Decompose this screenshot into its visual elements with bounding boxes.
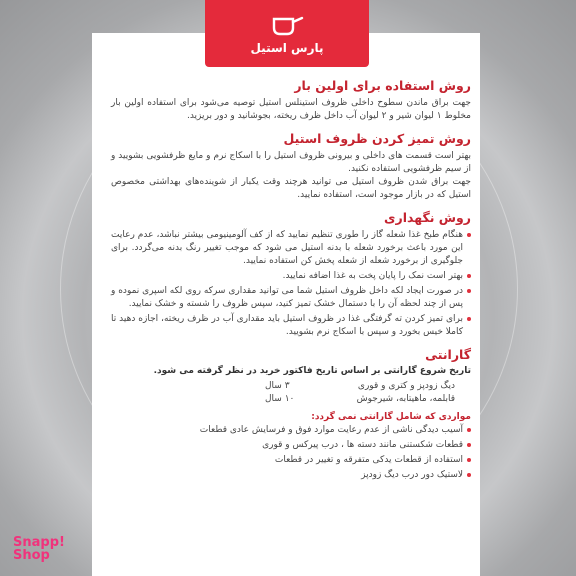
warranty-duration: ۳ سال	[265, 381, 290, 391]
watermark-line: Shop	[13, 548, 50, 563]
snapp-shop-watermark	[13, 536, 65, 562]
first-use-section	[111, 78, 471, 123]
section-paragraph: جهت براق ماندن سطوح داخلی ظروف استینلس استیل توصیه می‌شود برای استفاده اولین بار مخلوط ۱ لیوان شیر و ۲ لیوان آب داخل ظرف ریخته، بجوشانید و دور بریزید.	[111, 98, 471, 121]
section-paragraph: جهت براق شدن ظروف استیل می توانید هرچند وقت یکبار از شوینده‌های بهداشتی مخصوص استیل که در بازار موجود است، استفاده نمایید.	[111, 177, 471, 200]
maintenance-bullet: بهتر است نمک را پایان پخت به غذا اضافه نمایید.	[111, 270, 471, 283]
exclusion-bullet: لاستیک دور درب دیگ زودپز	[111, 469, 471, 482]
maintenance-section	[111, 210, 471, 339]
brand-name: پارس استیل	[250, 41, 324, 55]
warranty-product: دیگ زودپز و کتری و قوری	[357, 381, 455, 391]
section-title: روش استفاده برای اولین بار	[294, 78, 471, 93]
cleaning-section	[111, 131, 471, 202]
warranty-product: قابلمه، ماهیتابه، شیرجوش	[356, 394, 455, 404]
section-title: روش تمیز کردن ظروف استیل	[283, 131, 471, 146]
exclusions-title: مواردی که شامل گارانتی نمی گردد:	[311, 412, 471, 422]
warranty-table	[265, 380, 455, 406]
watermark-line: Snapp!	[13, 535, 65, 550]
exclusion-bullet: استفاده از قطعات یدکی متفرقه و تغییر در قطعات	[111, 454, 471, 467]
exclusion-bullet: قطعات شکستنی مانند دسته ها ، درب پیرکس و قوری	[111, 439, 471, 452]
warranty-section	[111, 347, 471, 482]
warranty-intro: تاریخ شروع گارانتی بر اساس تاریخ فاکتور خرید در نظر گرفته می شود.	[153, 366, 471, 376]
section-title: روش نگهداری	[384, 210, 471, 225]
brand-logo	[205, 0, 369, 67]
warranty-duration: ۱۰ سال	[265, 394, 295, 404]
section-title: گارانتی	[425, 347, 471, 362]
pot-icon	[269, 14, 305, 38]
section-paragraph: بهتر است قسمت های داخلی و بیرونی ظروف استیل را با اسکاج نرم و مایع ظرفشویی بشویید و از سیم ظرفشویی استفاده نکنید.	[111, 151, 471, 174]
exclusion-bullet: آسیب دیدگی ناشی از عدم رعایت موارد فوق و فرسایش عادی قطعات	[111, 424, 471, 437]
maintenance-bullet: برای تمیز کردن ته گرفتگی غذا در ظروف استیل باید مقداری آب در ظرف ریخته، اجازه دهید تا کاملا خیس بخورد و سپس با اسکاج نرم بشویید.	[111, 313, 471, 339]
warranty-row	[265, 380, 455, 393]
warranty-row	[265, 393, 455, 406]
manual-content	[111, 78, 471, 490]
maintenance-bullet: هنگام طبخ غذا شعله گاز را طوری تنظیم نمایید که از کف آلومینیومی بیشتر نباشد، عدم رعایت این مورد باعث برخورد شعله با بدنه استیل می شود که موجب تغییر رنگ بدنه می‌گردد. برای جلوگیری از برخورد شعله از شعله پخش کن استفاده نمایید.	[111, 229, 471, 268]
maintenance-bullet: در صورت ایجاد لکه داخل ظروف استیل شما می توانید مقداری سرکه روی لکه اسپری نموده و پس از چند لحظه آن را با دستمال خشک تمیز کنید، سپس ظروف را شسته و خشک نمایید.	[111, 285, 471, 311]
